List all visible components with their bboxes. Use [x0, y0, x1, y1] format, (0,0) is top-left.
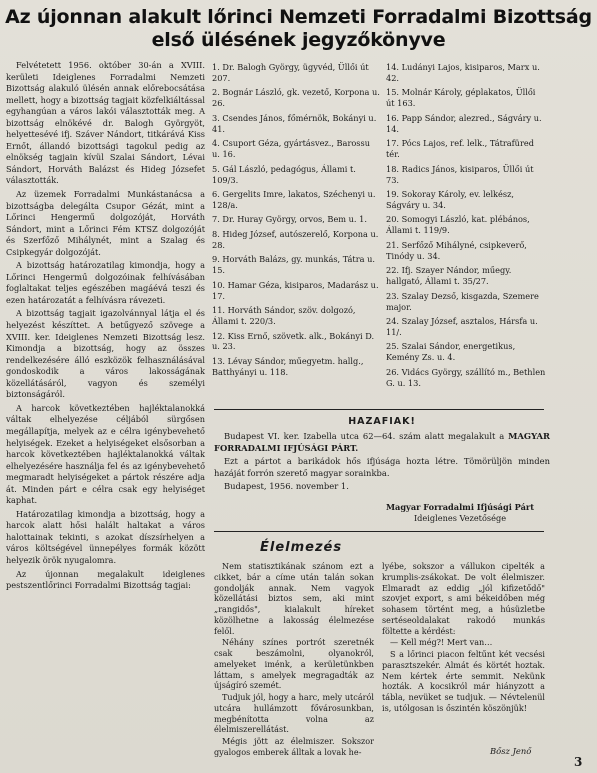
- party-heading: HAZAFIAK!: [348, 416, 416, 427]
- member-list-column-2: [386, 62, 546, 392]
- elelmezes-paragraph: Tudjuk jól, hogy a harc, mely utcáról utcára hullámzott fővárosunkban, megbénította volna az élelmiszerellátást.: [214, 692, 374, 735]
- member-entry: 15. Molnár Károly, géplakatos, Üllői út 163.: [386, 87, 536, 109]
- member-list-column-1: [212, 62, 380, 381]
- elelmezes-paragraph: Mégis jött az élelmiszer. Sokszor gyalogos emberek álltak a lovak he-: [214, 736, 374, 757]
- party-founding-text: Budapest VI. ker. Izabella utca 62—64. szám alatt megalakult a: [224, 431, 505, 441]
- signature-role: Ideiglenes Vezetősége: [413, 513, 507, 523]
- member-entry: 25. Szalai Sándor, energetikus, Kemény Zs. u. 4.: [386, 341, 516, 363]
- member-entry: 10. Hamar Géza, kisiparos, Madarász u. 17.: [212, 279, 379, 301]
- minutes-paragraph: Felvétetett 1956. október 30-án a XVIII. kerületi Ideiglenes Forradalmi Nemzeti Bizottság alakuló ülésén annak előrebocsátása mellett, hogy a bizottság tagjait közfelkiáltással egyhangúan a város lakói választották meg. A bizottság elnökévé dr. Balogh Györgyöt, helyettesévé ifj. Száver Nándort, titkárává Kiss Ernőt, állandó bizottsági tagokul pedig az elnökség tagjain kívül Szalai Sándort, Lévai Sándort, Horváth Balázst és Hideg Józsefet választották.: [6, 60, 205, 186]
- member-entry: 7. Dr. Huray György, orvos, Bem u. 1.: [212, 214, 367, 225]
- member-entry: 20. Somogyi László, kat. plébános, Állami t. 119/9.: [386, 214, 530, 236]
- minutes-paragraph: A harcok következtében hajléktalanokká váltak elhelyezése céljából sürgősen megállapítja, melyek az e célra igénybevehető helyiségek. Ezeket a helyiségeket elsősorban a harcok következtében hajléktalanokká váltak elhelyezésére használja fel és az igénybevehető megmaradt helyiségeket a pártok részére adja át. Minden párt e célra csak egy helyiséget kaphat.: [6, 402, 205, 506]
- elelmezes-paragraph: lyébe, sokszor a vállukon cipelték a krumplis-zsákokat. De volt élelmiszer. Elmaradt az eddig „jól kifizetődő" szovjet export, s ami békeidőben még sohasem történt meg, a húsüzletbe sertéseoldalakat rakodó munkás föltette a kérdést:: [382, 561, 545, 636]
- member-entry: 2. Bognár László, gk. vezető, Korpona u. 26.: [212, 87, 380, 109]
- section-divider: [214, 409, 544, 410]
- elelmezes-paragraph: Néhány színes portrót szeretnék csak beszámolni, olyanokról, amelyeket iménk, a kerületünkben láttam, s amelyek megragadták az újságíró szemét.: [214, 637, 374, 691]
- member-entry: 22. Ifj. Szayer Nándor, műegy. hallgató, Állami t. 35/27.: [386, 265, 512, 287]
- member-entry: 13. Lévay Sándor, műegyetm. hallg., Batthyányi u. 118.: [212, 355, 364, 377]
- minutes-paragraph: A bizottság tagjait igazolvánnyal látja el és helyezést készíttet. A betűgyező szövege a XVIII. ker. Ideiglenes Nemzeti Bizottság lesz. Kimondja a bizottság, hogy az összes rendelkezésére álló eszközök felhasználásával gondoskodik a város lakosságának közellátásáról, vagyon és személyi biztonságáról.: [6, 308, 205, 400]
- elelmezes-column-2: [382, 561, 545, 715]
- article-title-line1: Az újonnan alakult lőrinci Nemzeti Forradalmi Bizottság: [5, 6, 592, 28]
- elelmezes-column-1: [214, 561, 374, 759]
- elelmezes-paragraph: S a lőrinci piacon feltűnt két vecsési parasztszekér. Almát és körtét hoztak. Nem kértek érte semmit. Nekünk hozták. A kocsikról már hiányzott a tábla, nevüket se tudjuk. — Névtelenül is, utólgosan is őszintén köszönjük!: [382, 649, 545, 713]
- party-signature: [360, 502, 560, 524]
- article-title-line2: első ülésének jegyzőkönyve: [151, 29, 446, 51]
- member-entry: 6. Gergelits Imre, lakatos, Széchenyi u. 128/a.: [212, 189, 376, 210]
- member-entry: 21. Serfőző Mihályné, csipkeverő, Tinódy u. 34.: [386, 239, 527, 261]
- member-entry: 8. Hideg József, autószerelő, Korpona u. 28.: [212, 228, 379, 250]
- page-number: 3: [574, 755, 583, 769]
- member-entry: 19. Sokoray Károly, ev. lelkész, Ságváry u. 34.: [386, 189, 514, 210]
- party-founding-line: [214, 431, 550, 454]
- member-entry: 9. Horváth Balázs, gy. munkás, Tátra u. 15.: [212, 254, 375, 276]
- member-entry: 18. Radics János, kisiparos, Üllői út 73.: [386, 163, 534, 185]
- elelmezes-paragraph: — Kell még?! Mert van…: [390, 637, 493, 648]
- minutes-paragraph: Az újonnan megalakult ideiglenes pestszentlőrinci Forradalmi Bizottság tagjai:: [6, 568, 205, 591]
- member-entry: 24. Szalay József, asztalos, Hársfa u. 11/.: [386, 316, 538, 337]
- signature-organization: Magyar Forradalmi Ifjúsági Párt: [385, 502, 535, 512]
- member-entry: 5. Gál László, pedagógus, Állami t. 109/3.: [212, 163, 356, 185]
- minutes-paragraph: Az üzemek Forradalmi Munkástanácsa a bizottságba delegálta Csupor Gézát, mint a Lőrinci Hengermű dolgozóját, Horváth Sándort, mint a Lőrinci Fém KTSZ dolgozóját és Szerfőző Mihálynét, mint a Szalag és Csipkegyár dolgozóját.: [6, 189, 205, 257]
- member-entry: 23. Szalay Dezső, kisgazda, Szemere major.: [386, 290, 539, 312]
- minutes-paragraph: Határozatilag kimondja a bizottság, hogy a harcok alatt hősi halált haltakat a város halottainak tekinti, s azokat díszsírhelyen a város költségével ünnepélyes formák között helyezik örök nyugalomra.: [6, 508, 205, 565]
- member-entry: 16. Papp Sándor, alezred., Ságváry u. 14.: [386, 112, 542, 134]
- member-entry: 14. Ludányi Lajos, kisiparos, Marx u. 42.: [386, 62, 540, 83]
- section-divider: [214, 531, 544, 532]
- elelmezes-heading: Élelmezés: [260, 540, 343, 555]
- member-entry: 26. Vidács György, szállító m., Bethlen G. u. 13.: [386, 366, 546, 388]
- minutes-paragraph: A bizottság határozatilag kimondja, hogy a Lőrinci Hengermű dolgozóinak felhívásában foglaltakat teljes egészében magáévá teszi és ezen határozatát a felhívásra rávezeti.: [6, 260, 205, 305]
- elelmezes-paragraph: Nem statisztikának szánom ezt a cikket, bár a címe után talán sokan gondolják annak. Nem vagyok közellátási biztos sem, aki mint „rangidős", kialakult híreket közölhetne a lakosság élelmezése felől.: [214, 561, 374, 636]
- member-entry: 1. Dr. Balogh György, ügyvéd, Üllői út 207.: [212, 62, 369, 83]
- party-name: MAGYAR FORRADALMI IFJÚSÁGI PÁRT.: [214, 431, 550, 453]
- member-entry: 17. Pócs Lajos, ref. lelk., Tátrafüred tér.: [386, 138, 534, 160]
- member-entry: 4. Csuport Géza, gyártásvez., Barossu u. 16.: [212, 138, 370, 160]
- member-entry: 11. Horváth Sándor, szöv. dolgozó, Állami t. 220/3.: [212, 305, 356, 327]
- member-entry: 12. Kiss Ernő, szövetk. alk., Bokányi D. u. 23.: [212, 330, 375, 352]
- article-title: [0, 6, 597, 52]
- party-dateline: Budapest, 1956. november 1.: [224, 481, 349, 491]
- minutes-text-column: [6, 60, 205, 594]
- party-announcement: [214, 431, 550, 495]
- party-call-text: Ezt a pártot a barikádok hős ifjúsága hozta létre. Tömörüljön minden hazáját forrón szerető magyar sorainkba.: [214, 456, 550, 478]
- article-author: Bősz Jenő: [490, 746, 532, 756]
- member-entry: 3. Csendes János, főmérnök, Bokányi u. 41.: [212, 112, 377, 134]
